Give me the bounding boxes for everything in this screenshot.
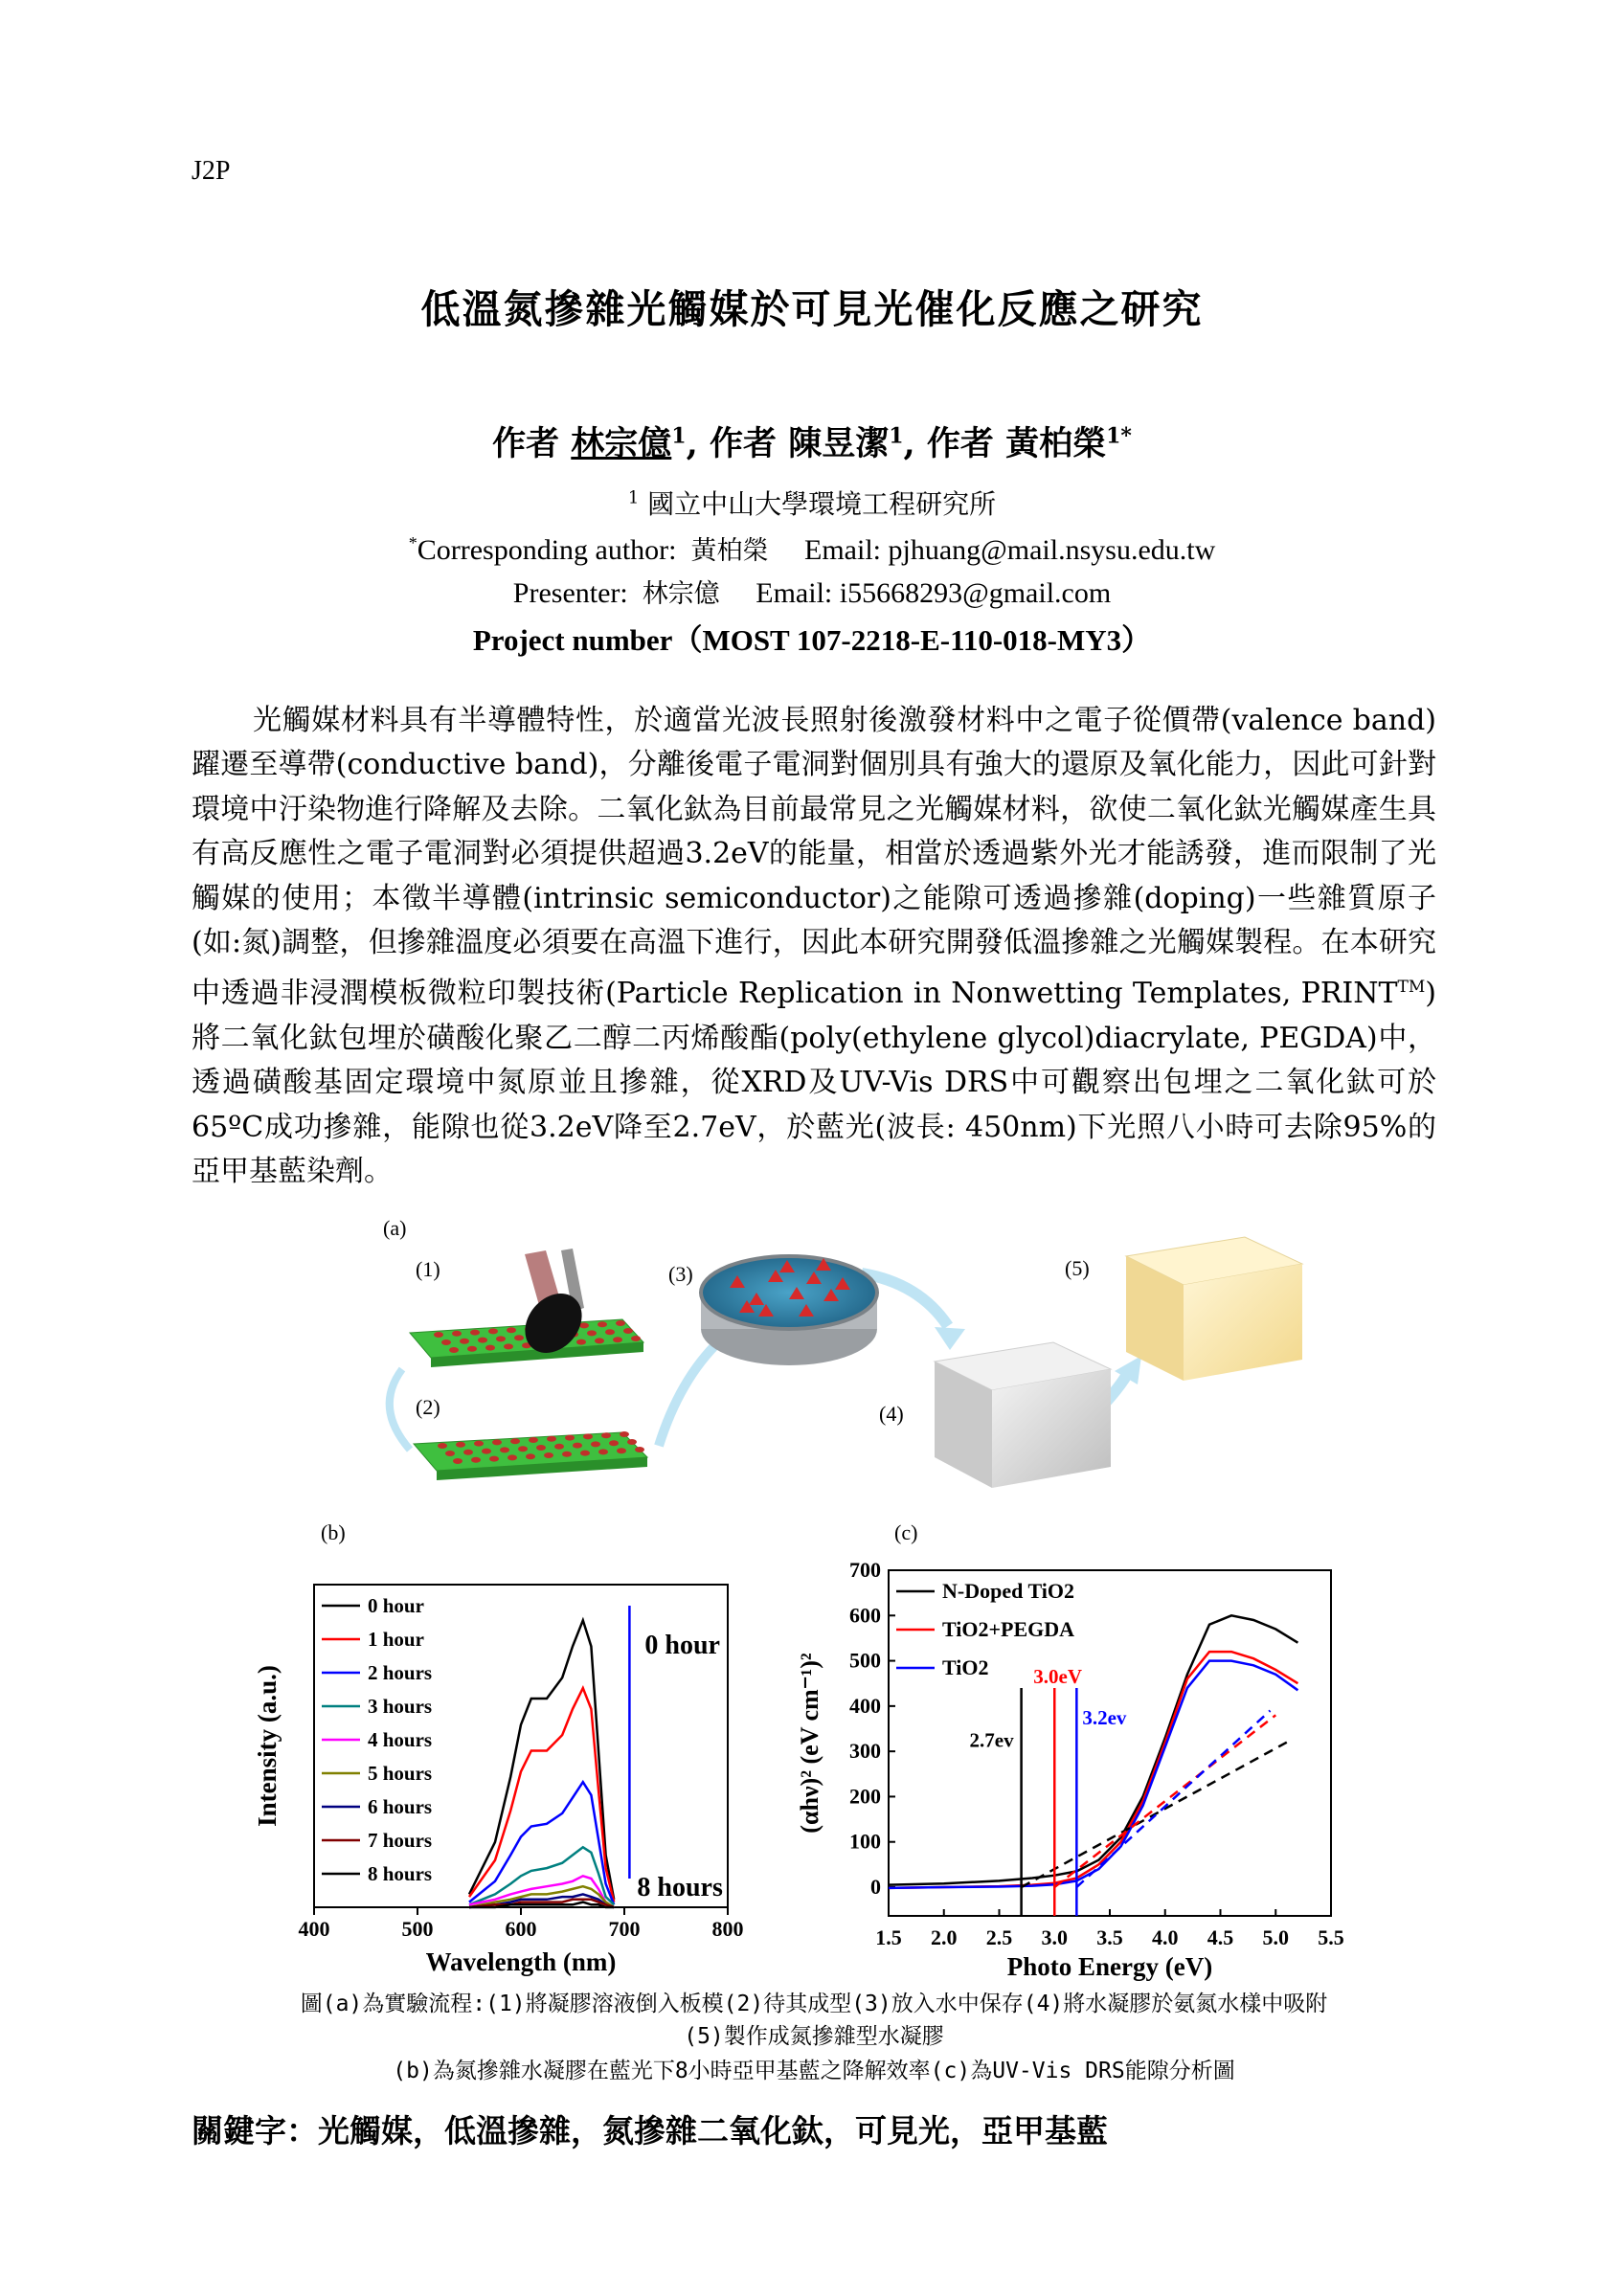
corresponding-sup: * — [408, 533, 417, 552]
author-3-name: 黃柏榮 — [1005, 424, 1107, 463]
y-tick-label: 0 — [870, 1875, 881, 1899]
legend-label: 3 hours — [368, 1695, 433, 1718]
step-2-label: (2) — [416, 1395, 440, 1419]
gap-label: 3.2ev — [1082, 1705, 1127, 1729]
mold-well — [554, 1444, 564, 1450]
panel-c-label: (c) — [894, 1520, 918, 1544]
legend-label: N-Doped TiO2 — [942, 1579, 1074, 1603]
mold-well — [617, 1448, 626, 1453]
mold-well — [591, 1441, 600, 1447]
author-prefix: 作者 — [492, 424, 560, 463]
x-tick-label: 1.5 — [875, 1925, 902, 1949]
trademark-sup: TM — [1397, 978, 1426, 998]
mold-well — [507, 1327, 516, 1333]
abstract-part-2: )將二氧化鈦包埋於磺酸化聚乙二醇二丙烯酸酯(poly(ethylene glycol)diacrylate, PEGDA)中，透過磺酸基固定環境中氮原並且摻雜，從XRD及UV-Vis DRS中可觀察出包埋之二氧化鈦可於65ºC成功摻雜，能隙也從3.2eV降至2.7eV，於藍光(波長: 450nm)下光照八小時可去除95%的亞甲基藍染劑。 — [192, 977, 1436, 1189]
process-schematic — [364, 1216, 1465, 1484]
gap-label: 2.7ev — [969, 1728, 1014, 1752]
mold-well — [478, 1338, 487, 1343]
legend-label: 0 hour — [368, 1594, 424, 1617]
panel-b-label: (b) — [321, 1520, 346, 1544]
x-tick-label: 3.5 — [1096, 1925, 1123, 1949]
mold-well — [470, 1330, 480, 1336]
mold-well — [453, 1458, 462, 1464]
fit-line — [1076, 1711, 1270, 1887]
author-line: 作者 林宗億$^1$, 作者 陳昱潔$^1$, 作者 黃柏榮$^{1*}$ — [492, 423, 1132, 463]
water-dish — [701, 1256, 877, 1365]
arrow-2-3 — [659, 1340, 720, 1446]
legend-label: 7 hours — [368, 1829, 433, 1852]
x-tick-label: 800 — [711, 1917, 744, 1941]
x-tick-label: 4.5 — [1207, 1925, 1234, 1949]
y-tick-label: 300 — [849, 1739, 881, 1764]
presenter-email[interactable]: i55668293@gmail.com — [839, 577, 1112, 609]
affiliation-sup: 1 — [627, 487, 640, 508]
corresponding-email-label: Email: — [804, 534, 881, 566]
legend-label: 5 hours — [368, 1762, 433, 1785]
x-tick-label: 5.0 — [1262, 1925, 1289, 1949]
mold-well — [598, 1321, 607, 1327]
author-1-name: 林宗億 — [571, 424, 672, 463]
figure-caption-line-2: (5)製作成氮摻雜型水凝膠 — [684, 2024, 944, 2049]
mold-well — [565, 1435, 575, 1441]
mold-well — [445, 1451, 455, 1456]
chart-c-bandgap — [795, 1556, 1379, 1982]
legend-label: 6 hours — [368, 1795, 433, 1818]
mold-well — [474, 1441, 484, 1447]
paper-title: 低溫氮摻雜光觸媒於可見光催化反應之研究 — [420, 286, 1204, 332]
presenter-label: Presenter: — [512, 577, 628, 609]
legend-label: 1 hour — [368, 1628, 424, 1651]
chart-c-xlabel: Photo Energy (eV) — [1006, 1952, 1213, 1981]
abstract — [192, 699, 1436, 1194]
mold-well — [635, 1447, 644, 1452]
project-number: Project number（MOST 107-2218-E-110-018-MY3） — [472, 623, 1152, 657]
mold-well — [609, 1440, 619, 1446]
mold-well — [463, 1450, 473, 1455]
mold-well — [598, 1449, 608, 1454]
chart-b-ylabel: Intensity (a.u.) — [253, 1665, 282, 1827]
mold-well — [547, 1436, 556, 1442]
x-tick-label: 500 — [401, 1917, 434, 1941]
corresponding-name: 黃柏榮 — [690, 536, 769, 566]
author-1-sup: 1 — [671, 423, 687, 449]
mold-well — [580, 1451, 590, 1456]
step-4-label: (4) — [879, 1402, 904, 1426]
mold-well — [452, 1331, 462, 1337]
mold-well — [583, 1433, 593, 1439]
panel-a-label: (a) — [383, 1216, 407, 1240]
mold-well — [508, 1454, 517, 1460]
mold-well — [500, 1447, 509, 1452]
step-1-label: (1) — [416, 1257, 440, 1281]
x-tick-label: 4.0 — [1152, 1925, 1179, 1949]
mold-well — [627, 1439, 637, 1445]
x-tick-label: 700 — [608, 1917, 641, 1941]
legend-label: 4 hours — [368, 1728, 433, 1751]
mold-well — [573, 1443, 582, 1449]
gap-label: 3.0eV — [1033, 1665, 1082, 1689]
legend-label: TiO2+PEGDA — [942, 1617, 1075, 1641]
legend-label: 8 hours — [368, 1862, 433, 1885]
mold-well — [514, 1335, 524, 1340]
mold-well — [456, 1442, 465, 1448]
author-2-name: 陳昱潔 — [788, 424, 890, 463]
abstract-part-1: 光觸媒材料具有半導體特性，於適當光波長照射後激發材料中之電子從價帶(valence band)躍遷至導帶(conductive band)，分離後電子電洞對個別具有強大的還原及氧化能力，因此可針對環境中汙染物進行降解及去除。二氧化鈦為目前最常見之光觸媒材料，欲使二氧化鈦光觸媒產生具有高反應性之電子電洞對必須提供超過3.2eV的能量，相當於透過紫外光才能誘發，進而限制了光觸媒的使用；本徵半導體(intrinsic semiconductor)之能隙可透過摻雜(doping)一些雜質原子(如:氮)調整，但摻雜溫度必須要在高溫下進行，因此本研究開發低溫摻雜之光觸媒製程。在本研究中透過非浸潤模板微粒印製技術(Particle Replication in Nonwetting Templates, PRINT — [192, 704, 1436, 1011]
mold-well — [496, 1336, 506, 1341]
author-3-sup: 1* — [1106, 423, 1132, 449]
arrow-1-2 — [390, 1369, 410, 1450]
x-tick-label: 2.0 — [931, 1925, 958, 1949]
mold-well — [562, 1452, 572, 1457]
mold-well — [613, 1337, 622, 1342]
figure-caption-line-1: 圖(a)為實驗流程:(1)將凝膠溶液倒入板模(2)待其成型(3)放入水中保存(4)將水凝膠於氨氮水樣中吸附 — [300, 1992, 1328, 2016]
mold-well — [489, 1456, 499, 1462]
mold-well — [595, 1338, 604, 1343]
mold-well — [576, 1339, 586, 1345]
mold-well — [510, 1438, 520, 1444]
annotation-0-hour: 0 hour — [644, 1631, 720, 1660]
chart-b-xlabel: Wavelength (nm) — [425, 1947, 617, 1976]
mold-well — [536, 1445, 546, 1451]
y-tick-label: 100 — [849, 1829, 881, 1854]
y-tick-label: 200 — [849, 1784, 881, 1809]
hydrogel-cube-gray — [935, 1342, 1111, 1488]
mold-well — [631, 1336, 641, 1341]
figure-caption-line-3: (b)為氮摻雜水凝膠在藍光下8小時亞甲基藍之降解效率(c)為UV-Vis DRS能隙分析圖 — [393, 2059, 1235, 2083]
author-prefix: 作者 — [709, 424, 777, 463]
mold-well — [471, 1457, 481, 1463]
mold-well — [529, 1437, 538, 1443]
mold-well — [544, 1452, 553, 1458]
mold-well — [467, 1346, 477, 1352]
mold-well — [441, 1339, 451, 1345]
step-5-label: (5) — [1065, 1256, 1090, 1280]
corresponding-label: Corresponding author: — [417, 534, 677, 566]
x-tick-label: 2.5 — [985, 1925, 1013, 1949]
hydrogel-cube-yellow — [1126, 1237, 1302, 1381]
affiliation-text: 國立中山大學環境工程研究所 — [647, 488, 997, 520]
mold-well — [504, 1343, 513, 1349]
annotation-8-hours: 8 hours — [637, 1873, 723, 1902]
x-tick-label: 5.5 — [1318, 1925, 1344, 1949]
mold-well — [620, 1431, 629, 1437]
mold-well — [438, 1443, 447, 1449]
corresponding-email[interactable]: pjhuang@mail.nsysu.edu.tw — [888, 534, 1216, 566]
mold-well — [601, 1432, 611, 1438]
y-tick-label: 400 — [849, 1693, 881, 1718]
mold-well — [579, 1322, 589, 1328]
x-tick-label: 600 — [505, 1917, 537, 1941]
keywords: 關鍵字：光觸媒，低溫摻雜，氮摻雜二氧化鈦，可見光，亞甲基藍 — [192, 2112, 1108, 2150]
author-prefix: 作者 — [926, 424, 994, 463]
mold-well — [587, 1330, 597, 1336]
mold-well — [518, 1446, 528, 1452]
presenter-email-label: Email: — [756, 577, 833, 609]
mold-well — [616, 1320, 625, 1326]
series-line — [889, 1661, 1297, 1888]
mold-well — [485, 1345, 495, 1351]
mold-well — [526, 1453, 535, 1459]
y-tick-label: 600 — [849, 1603, 881, 1628]
mold-well — [449, 1347, 459, 1353]
chart-b-degradation — [253, 1561, 756, 1982]
y-tick-label: 500 — [849, 1648, 881, 1673]
chart-c-ylabel: (αhν)² (eV cm⁻¹)² — [796, 1653, 823, 1834]
corresponding-author — [0, 529, 1624, 567]
x-tick-label: 3.0 — [1041, 1925, 1068, 1949]
mold-well — [623, 1328, 633, 1334]
mold-well — [488, 1328, 498, 1334]
mold-well — [605, 1329, 615, 1335]
presenter — [0, 573, 1624, 610]
mold-well — [482, 1449, 491, 1454]
y-tick-label: 700 — [849, 1558, 881, 1582]
mold-well — [492, 1439, 502, 1445]
x-tick-label: 400 — [298, 1917, 330, 1941]
legend-label: TiO2 — [942, 1655, 989, 1679]
legend-label: 2 hours — [368, 1661, 433, 1684]
presenter-name: 林宗億 — [642, 579, 720, 609]
step-3-label: (3) — [668, 1262, 693, 1286]
page-code: J2P — [192, 156, 231, 186]
author-2-sup: 1 — [889, 423, 904, 449]
affiliation — [0, 484, 1624, 522]
mold-well — [434, 1332, 443, 1338]
mold-well — [460, 1339, 469, 1344]
